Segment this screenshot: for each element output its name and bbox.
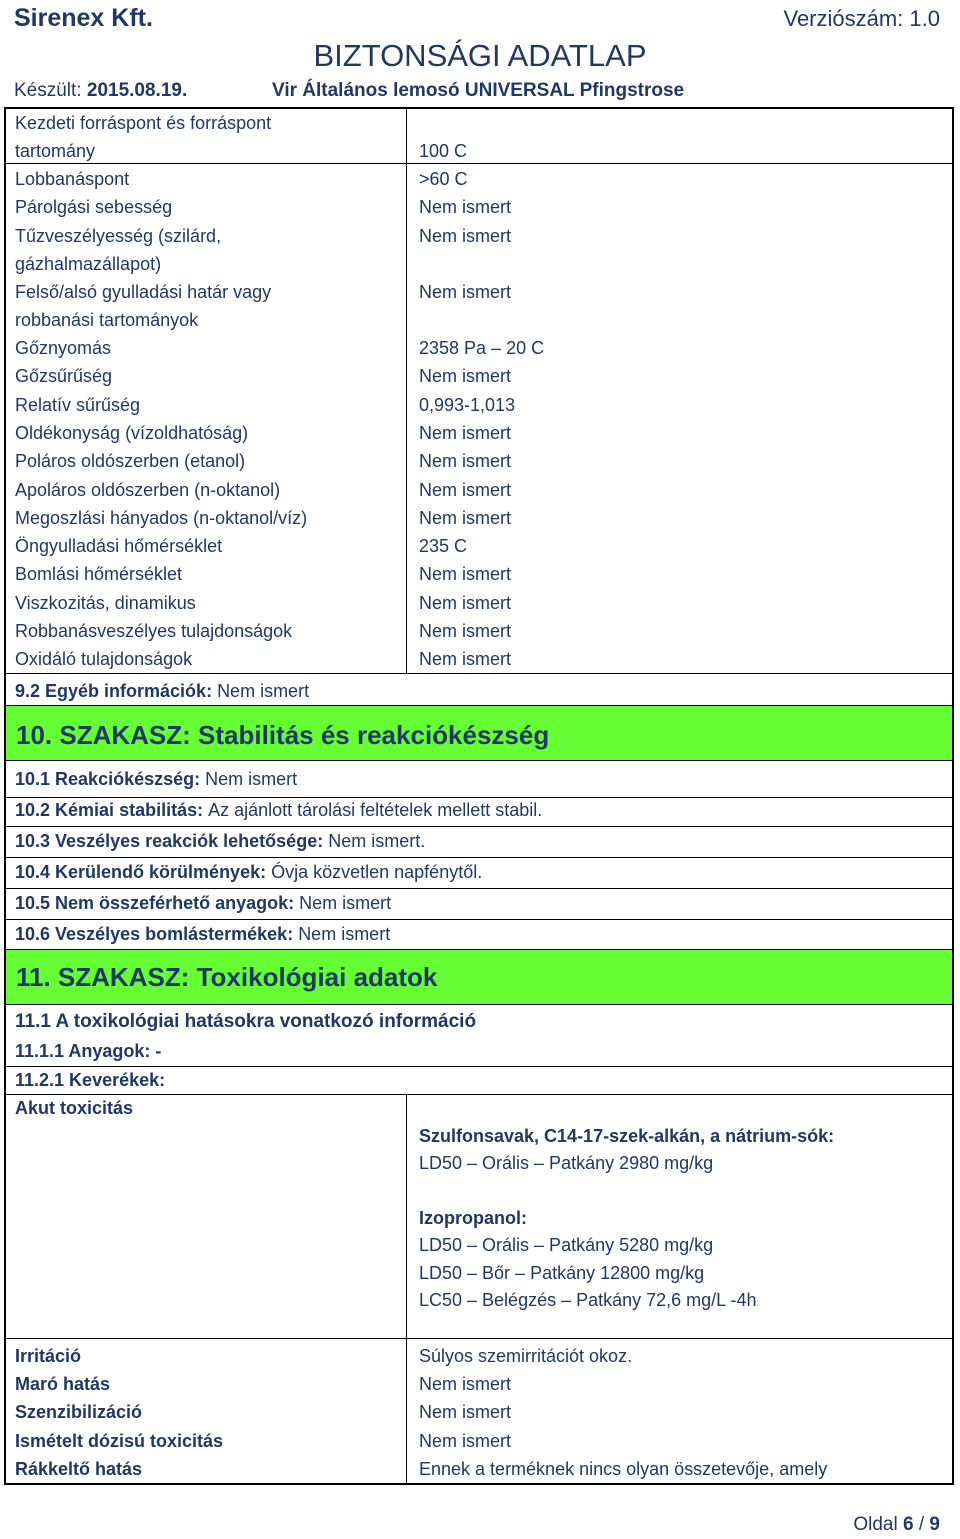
property-value: Nem ismert	[419, 621, 512, 641]
property-value: Nem ismert	[419, 197, 512, 217]
section-10-rule	[6, 888, 952, 889]
property-table-rule	[6, 163, 952, 164]
other-info	[15, 680, 309, 702]
company-name: Sirenex Kft.	[14, 4, 153, 32]
acute-toxicity-line: LC50 – Belégzés – Patkány 72,6 mg/L -4h	[419, 1290, 757, 1310]
section-10-item-label: 10.5 Nem összeférhető anyagok:	[15, 893, 300, 913]
acute-toxicity-line: LD50 – Orális – Patkány 5280 mg/kg	[419, 1235, 714, 1255]
section-10-item-value: Nem ismert	[298, 924, 391, 944]
property-value: >60 C	[419, 169, 468, 189]
page-number: Oldal 6 / 9	[853, 1514, 940, 1535]
section-11-heading: 11. SZAKASZ: Toxikológiai adatok	[16, 962, 438, 992]
section-10-rule	[6, 919, 952, 920]
property-label-line: Öngyulladási hőmérséklet	[15, 536, 223, 556]
property-label-line: tartomány	[15, 141, 96, 161]
section-10-item-value: Az ajánlott tárolási feltételek mellett stabil.	[208, 800, 543, 820]
section-10-heading-band	[6, 705, 952, 761]
substances-label: 11.1.1 Anyagok:	[15, 1041, 156, 1061]
section-10-rule	[6, 826, 952, 827]
property-value: Nem ismert	[419, 593, 512, 613]
property-value: 235 C	[419, 536, 468, 556]
acute-toxicity-label: Akut toxicitás	[15, 1098, 134, 1118]
property-label-line: Felső/alsó gyulladási határ vagy	[15, 282, 272, 302]
property-label-line: Gőzsűrűség	[15, 366, 113, 386]
document-title: BIZTONSÁGI ADATLAP	[313, 38, 647, 73]
property-label-line: Apoláros oldószerben (n-oktanol)	[15, 480, 281, 500]
property-value: Nem ismert	[419, 451, 512, 471]
property-value: Nem ismert	[419, 508, 512, 528]
section-10-item	[15, 768, 297, 790]
property-value: Nem ismert	[419, 366, 512, 386]
effect-value: Súlyos szemirritációt okoz.	[419, 1346, 633, 1366]
property-label-line: robbanási tartományok	[15, 310, 199, 330]
effect-value: Ennek a terméknek nincs olyan összetevője, amely	[419, 1459, 828, 1479]
other-info-value: Nem ismert	[217, 681, 310, 701]
total-pages: 9	[929, 1514, 940, 1535]
section-10-item	[15, 923, 390, 945]
effect-label: Ismételt dózisú toxicitás	[15, 1431, 224, 1451]
property-value: Nem ismert	[419, 423, 512, 443]
section-10-item	[15, 892, 391, 914]
property-value: Nem ismert	[419, 282, 512, 302]
property-label-line: Robbanásveszélyes tulajdonságok	[15, 621, 293, 641]
section-10-item-value: Nem ismert	[205, 769, 298, 789]
effect-label: Irritáció	[15, 1346, 82, 1366]
property-label-line: Párolgási sebesség	[15, 197, 173, 217]
property-label-line: Viszkozitás, dinamikus	[15, 593, 196, 613]
effect-value: Nem ismert	[419, 1402, 512, 1422]
product-name: Vir Általános lemosó UNIVERSAL Pfingstrose	[272, 80, 685, 101]
acute-toxicity-line: Izopropanol:	[419, 1208, 527, 1228]
substances-value: -	[155, 1041, 162, 1061]
property-label-line: Gőznyomás	[15, 338, 112, 358]
current-page: 6	[903, 1514, 914, 1535]
property-label-line: Bomlási hőmérséklet	[15, 564, 183, 584]
created-date-value: 2015.08.19.	[86, 80, 188, 101]
property-label-line: gázhalmazállapot)	[15, 254, 162, 274]
effect-value: Nem ismert	[419, 1374, 512, 1394]
created-date	[14, 80, 187, 102]
property-label-line: Lobbanáspont	[15, 169, 130, 189]
property-table-divider	[406, 107, 407, 673]
property-label-line: Tűzveszélyesség (szilárd,	[15, 226, 222, 246]
section-10-item	[15, 830, 425, 852]
section-10-item-value: Nem ismert.	[328, 831, 426, 851]
section-10-rule	[6, 797, 952, 798]
section-10-rule	[6, 857, 952, 858]
section-10-item-label: 10.1 Reakciókészség:	[15, 769, 206, 789]
property-label-line: Oxidáló tulajdonságok	[15, 649, 193, 669]
section-11-rule	[6, 1066, 952, 1067]
section-10-item-label: 10.2 Kémiai stabilitás:	[15, 800, 209, 820]
section-10-item	[15, 799, 542, 821]
substances-line	[15, 1040, 161, 1062]
property-value: Nem ismert	[419, 564, 512, 584]
effect-value: Nem ismert	[419, 1431, 512, 1451]
property-value: Nem ismert	[419, 480, 512, 500]
property-value: 100 C	[419, 141, 468, 161]
section-11-heading-band	[6, 949, 952, 1005]
property-label-line: Relatív sűrűség	[15, 395, 141, 415]
effect-label: Szenzibilizáció	[15, 1402, 143, 1422]
property-table-rule	[6, 673, 952, 674]
section-11-rule	[6, 1094, 952, 1095]
section-10-item	[15, 861, 482, 883]
property-value: 2358 Pa – 20 C	[419, 338, 545, 358]
acute-toxicity-line: Szulfonsavak, C14-17-szek-alkán, a nátrium-sók:	[419, 1126, 835, 1146]
mixtures-line: 11.2.1 Keverékek:	[15, 1070, 166, 1090]
created-date-label: Készült:	[14, 80, 87, 101]
acute-toxicity-line: LD50 – Orális – Patkány 2980 mg/kg	[419, 1153, 714, 1173]
toxicity-table-divider	[406, 1094, 407, 1485]
section-10-item-label: 10.3 Veszélyes reakciók lehetősége:	[15, 831, 329, 851]
section-10-item-label: 10.6 Veszélyes bomlástermékek:	[15, 924, 299, 944]
property-label-line: Oldékonyság (vízoldhatóság)	[15, 423, 249, 443]
section-10-heading: 10. SZAKASZ: Stabilitás és reakciókészség	[16, 720, 550, 750]
version-number: Verziószám: 1.0	[783, 6, 940, 31]
property-label-line: Poláros oldószerben (etanol)	[15, 451, 246, 471]
property-value: 0,993-1,013	[419, 395, 516, 415]
section-10-item-value: Nem ismert	[299, 893, 392, 913]
acute-toxicity-line: LD50 – Bőr – Patkány 12800 mg/kg	[419, 1263, 705, 1283]
property-value: Nem ismert	[419, 226, 512, 246]
property-value: Nem ismert	[419, 649, 512, 669]
other-info-label: 9.2 Egyéb információk:	[15, 681, 218, 701]
toxicity-table-rule	[6, 1338, 952, 1339]
property-label-line: Megoszlási hányados (n-oktanol/víz)	[15, 508, 308, 528]
toxicology-info-title: 11.1 A toxikológiai hatásokra vonatkozó információ	[15, 1011, 477, 1032]
property-label-line: Kezdeti forráspont és forráspont	[15, 113, 272, 133]
effect-label: Maró hatás	[15, 1374, 111, 1394]
section-10-item-value: Óvja közvetlen napfénytől.	[271, 862, 483, 882]
section-10-item-label: 10.4 Kerülendő körülmények:	[15, 862, 272, 882]
effect-label: Rákkeltő hatás	[15, 1459, 143, 1479]
